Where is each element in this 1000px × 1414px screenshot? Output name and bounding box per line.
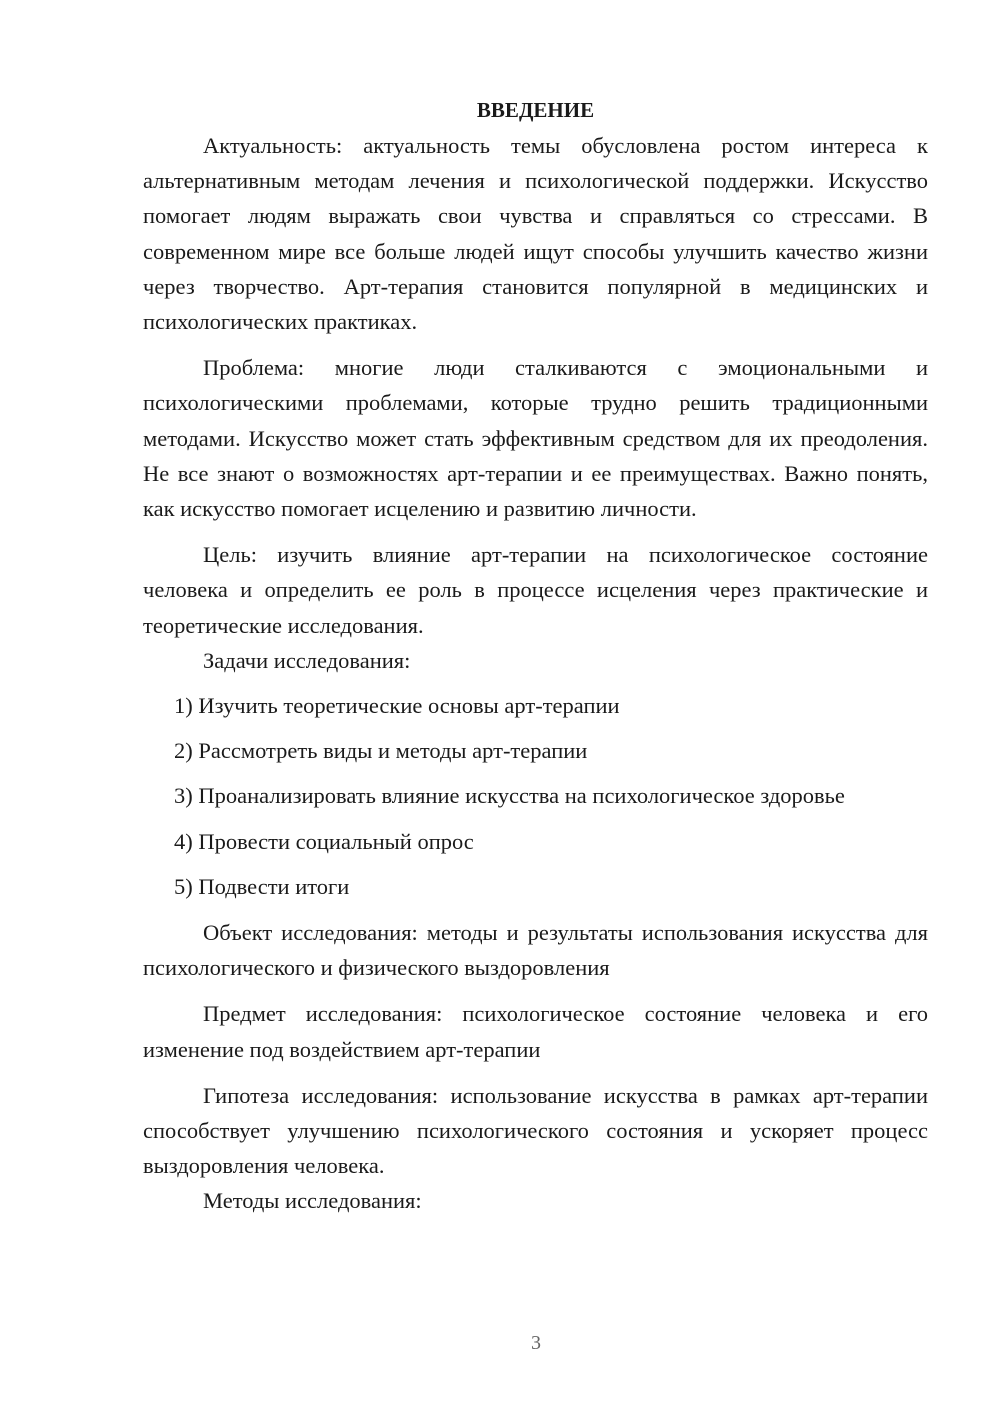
methods-heading: Методы исследования: [203, 1188, 422, 1214]
document-page [143, 93, 928, 1219]
list-item: 4) Провести социальный опрос [174, 828, 474, 854]
subject-paragraph: Предмет исследования: психологическое состояние человека и его изменение под воздействием арт-терапии [143, 1001, 928, 1062]
list-item: 1) Изучить теоретические основы арт-терапии [174, 693, 620, 719]
relevance-paragraph: Актуальность: актуальность темы обусловлена ростом интереса к альтернативным методам лечения и психологической поддержки. Искусство помогает людям выражать свои чувства и справляться со стрессами. В современном мире все больше людей ищут способы улучшить качество жизни через творчество. Арт-терапия становится популярной в медицинских и психологических практиках. [143, 133, 928, 335]
hypothesis-paragraph: Гипотеза исследования: использование искусства в рамках арт-терапии способствует улучшению психологического состояния и ускоряет процесс выздоровления человека. [143, 1082, 928, 1179]
problem-paragraph: Проблема: многие люди сталкиваются с эмоциональными и психологическими проблемами, которые трудно решить традиционными методами. Искусство может стать эффективным средством для их преодоления. Не все знают о возможностях арт-терапии и ее преимуществах. Важно понять, как искусство помогает исцелению и развитию личности. [143, 355, 928, 522]
section-title: ВВЕДЕНИЕ [476, 98, 595, 122]
list-item: 3) Проанализировать влияние искусства на психологическое здоровье [174, 783, 845, 809]
goal-paragraph: Цель: изучить влияние арт-терапии на психологическое состояние человека и определить ее роль в процессе исцеления через практические и теоретические исследования. [143, 542, 928, 638]
object-paragraph: Объект исследования: методы и результаты использования искусства для психологического и физического выздоровления [143, 920, 928, 981]
tasks-list [143, 688, 928, 904]
list-item: 2) Рассмотреть виды и методы арт-терапии [174, 738, 588, 764]
list-item: 5) Подвести итоги [174, 873, 350, 899]
tasks-heading: Задачи исследования: [203, 647, 411, 673]
page-number: 3 [531, 1332, 541, 1354]
